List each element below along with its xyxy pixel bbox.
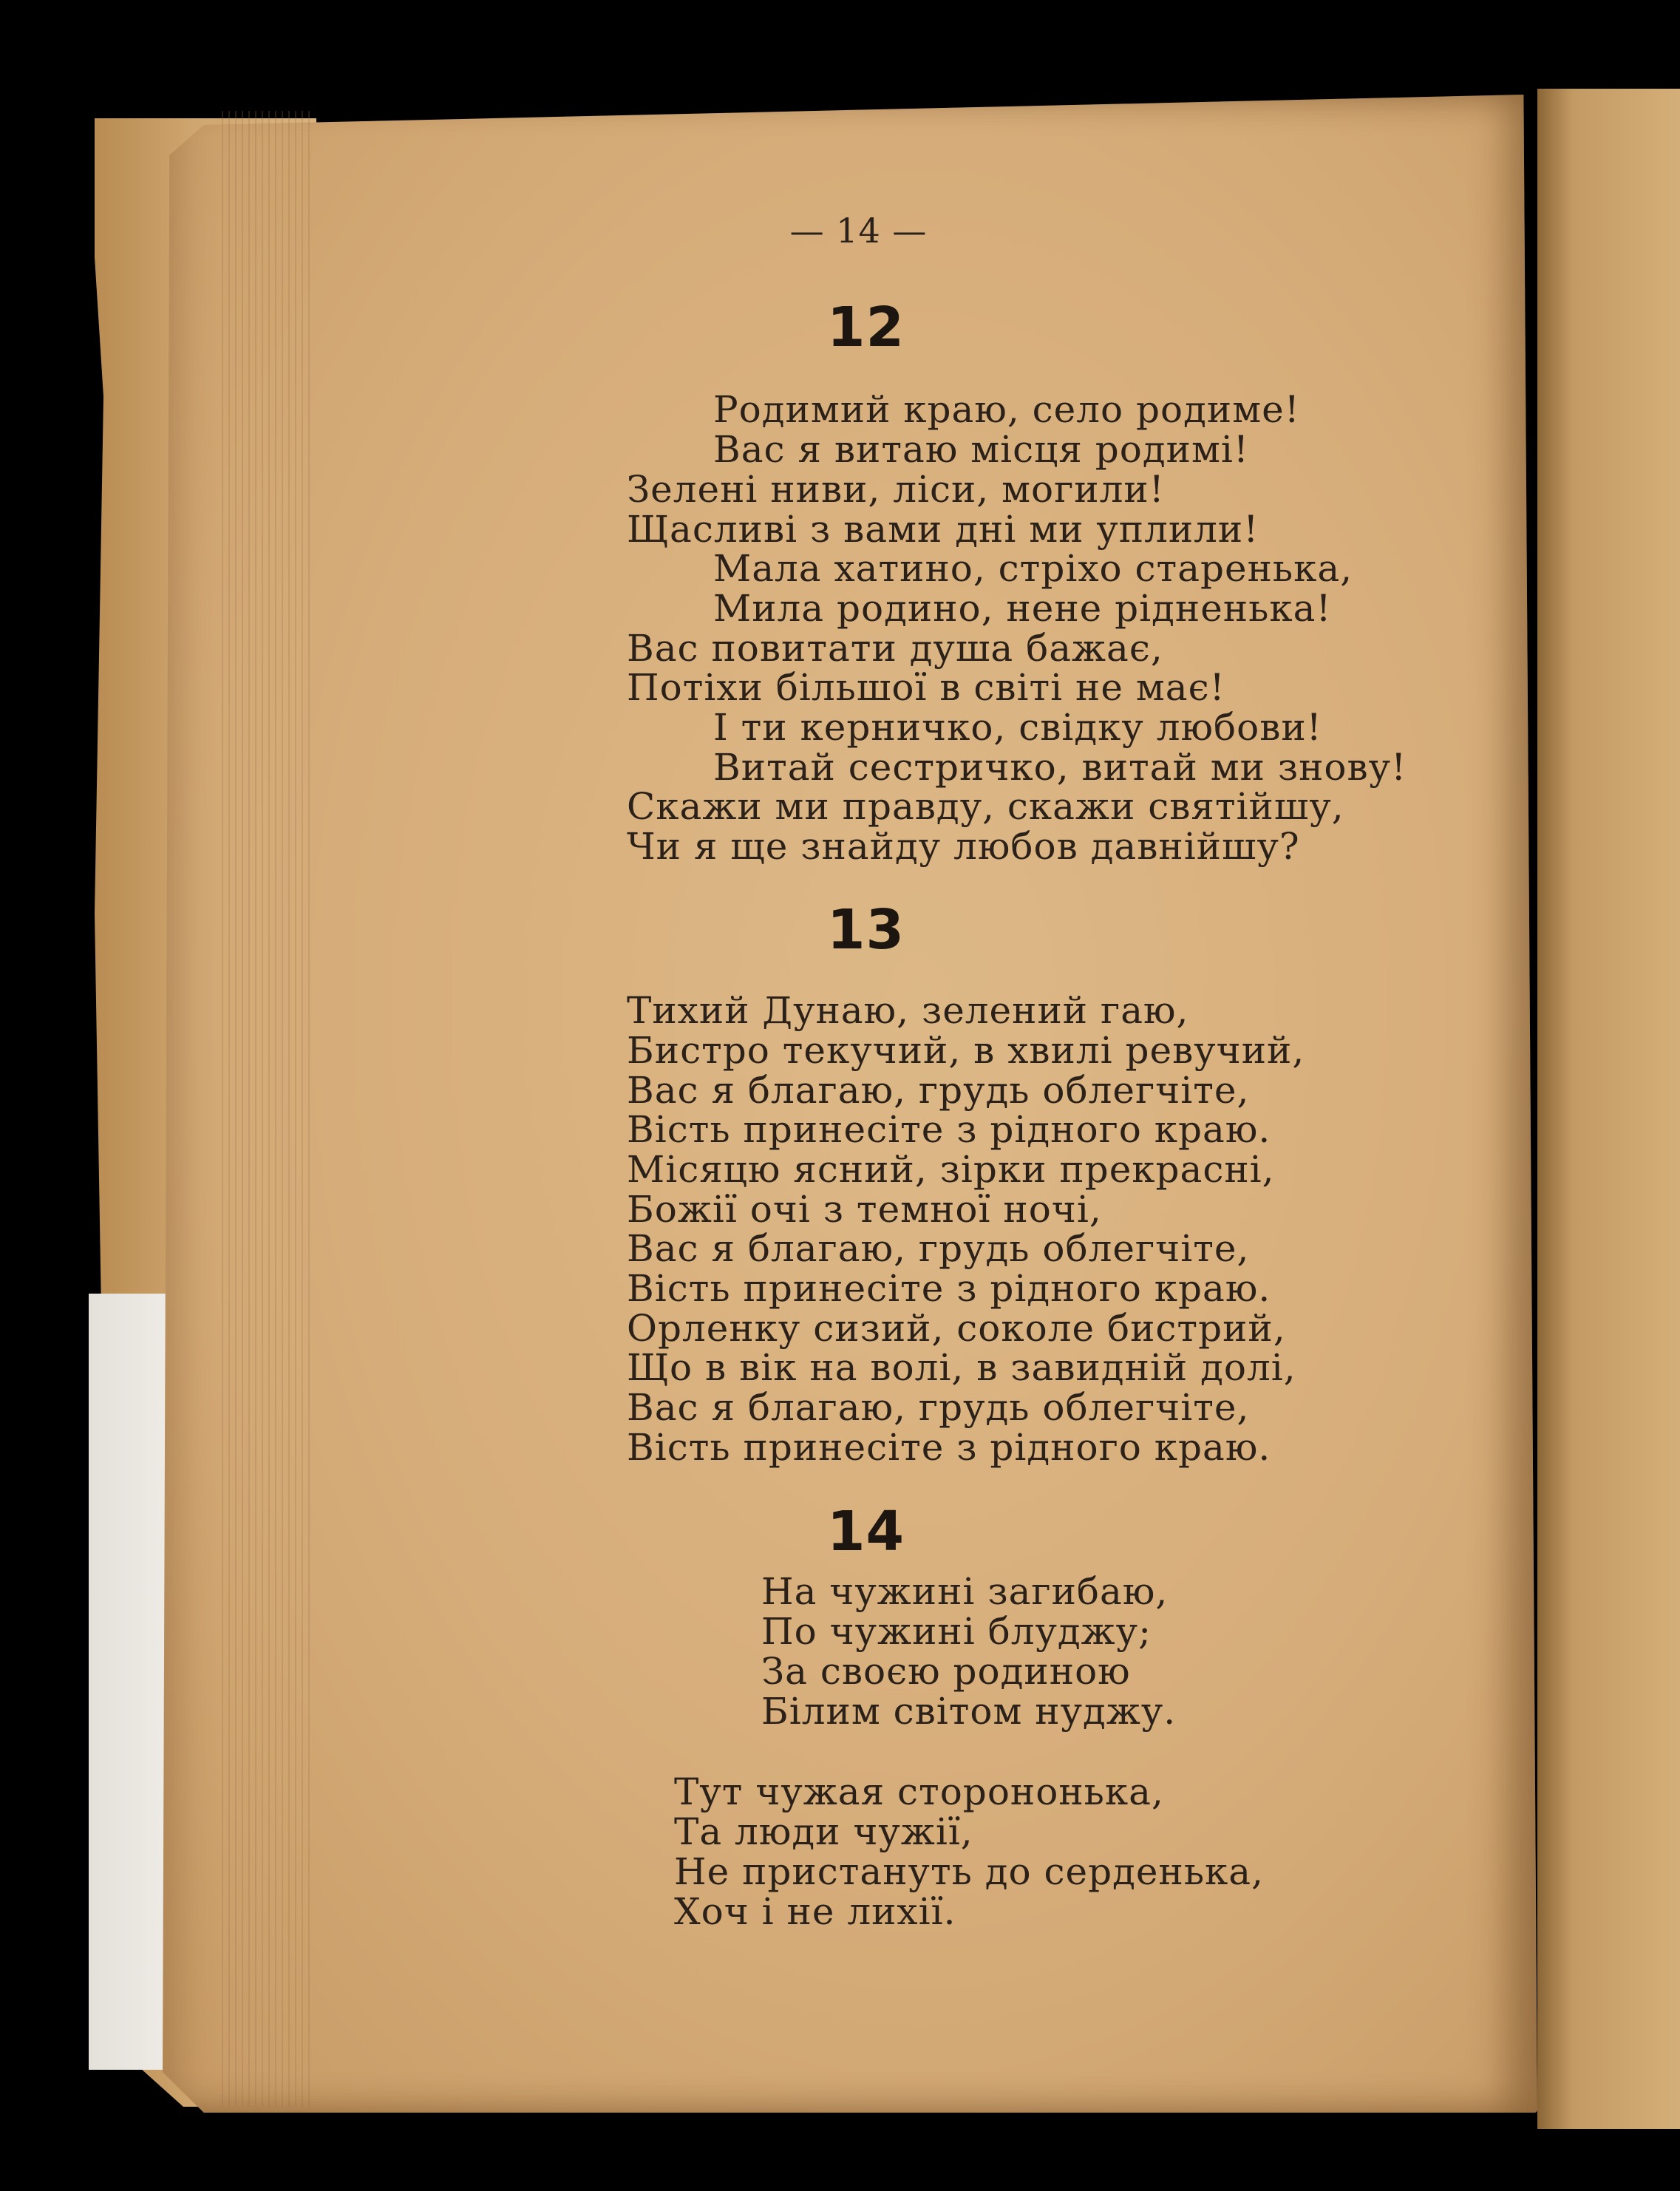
poem-14-stanza-2-line-4: Хоч і не лихії.: [674, 1890, 956, 1933]
poem-14-stanza-2-line-1: Тут чужая сторононька,: [674, 1770, 1164, 1813]
poem-14-stanza-1-line-2: По чужині блуджу;: [761, 1610, 1152, 1653]
poem-14-stanza-2-line-2: Та люди чужії,: [674, 1810, 973, 1853]
poem-12-line-12: Чи я ще знайду любов давнійшу?: [627, 825, 1300, 868]
page-stack-edges: [222, 111, 310, 2107]
poem-number-14: 14: [827, 1500, 905, 1563]
poem-13-line-4: Вість принесіте з рідного краю.: [627, 1108, 1271, 1151]
poem-13-line-3: Вас я благаю, грудь облегчіте,: [627, 1069, 1250, 1112]
poem-13-line-10: Що в вік на волі, в завидній долі,: [627, 1346, 1296, 1389]
poem-13-line-8: Вість принесіте з рідного краю.: [627, 1267, 1271, 1310]
poem-12-line-2: Вас я витаю місця родимі!: [713, 428, 1249, 471]
poem-14-stanza-2-line-3: Не пристануть до серденька,: [674, 1850, 1264, 1893]
poem-12-line-9: І ти керничко, свідку любови!: [713, 706, 1322, 749]
poem-12-line-6: Мила родино, нене рідненька!: [713, 587, 1332, 630]
poem-13-line-7: Вас я благаю, грудь облегчіте,: [627, 1227, 1250, 1270]
poem-12-line-10: Витай сестричко, витай ми знову!: [713, 746, 1407, 789]
poem-12-line-4: Щасливі з вами дні ми уплили!: [627, 508, 1259, 551]
poem-12-line-7: Вас повитати душа бажає,: [627, 627, 1163, 670]
poem-12-line-1: Родимий краю, село родиме!: [713, 388, 1300, 431]
poem-13-line-6: Божії очі з темної ночі,: [627, 1188, 1102, 1231]
poem-13-line-12: Вість принесіте з рідного краю.: [627, 1426, 1271, 1469]
facing-page-edge: [1537, 89, 1680, 2129]
poem-13-line-5: Місяцю ясний, зірки прекрасні,: [627, 1148, 1275, 1191]
page-number: — 14 —: [789, 211, 928, 251]
poem-12-line-5: Мала хатино, стріхо старенька,: [713, 547, 1353, 590]
poem-14-stanza-1-line-1: На чужині загибаю,: [761, 1570, 1169, 1613]
poem-13-line-2: Бистро текучий, в хвилі ревучий,: [627, 1029, 1305, 1072]
poem-number-12: 12: [827, 296, 905, 359]
poem-12-line-8: Потіхи більшої в світі не має!: [627, 666, 1225, 709]
poem-12-line-11: Скажи ми правду, скажи святійшу,: [627, 785, 1344, 828]
poem-number-13: 13: [827, 898, 905, 962]
poem-13-line-11: Вас я благаю, грудь облегчіте,: [627, 1386, 1250, 1429]
poem-14-stanza-1-line-3: За своєю родиною: [761, 1650, 1131, 1693]
poem-12-line-3: Зелені ниви, ліси, могили!: [627, 468, 1165, 511]
poem-13-line-1: Тихий Дунаю, зелений гаю,: [627, 989, 1189, 1032]
poem-13-line-9: Орленку сизий, соколе бистрий,: [627, 1307, 1286, 1350]
poem-14-stanza-1-line-4: Білим світом нуджу.: [761, 1690, 1177, 1733]
